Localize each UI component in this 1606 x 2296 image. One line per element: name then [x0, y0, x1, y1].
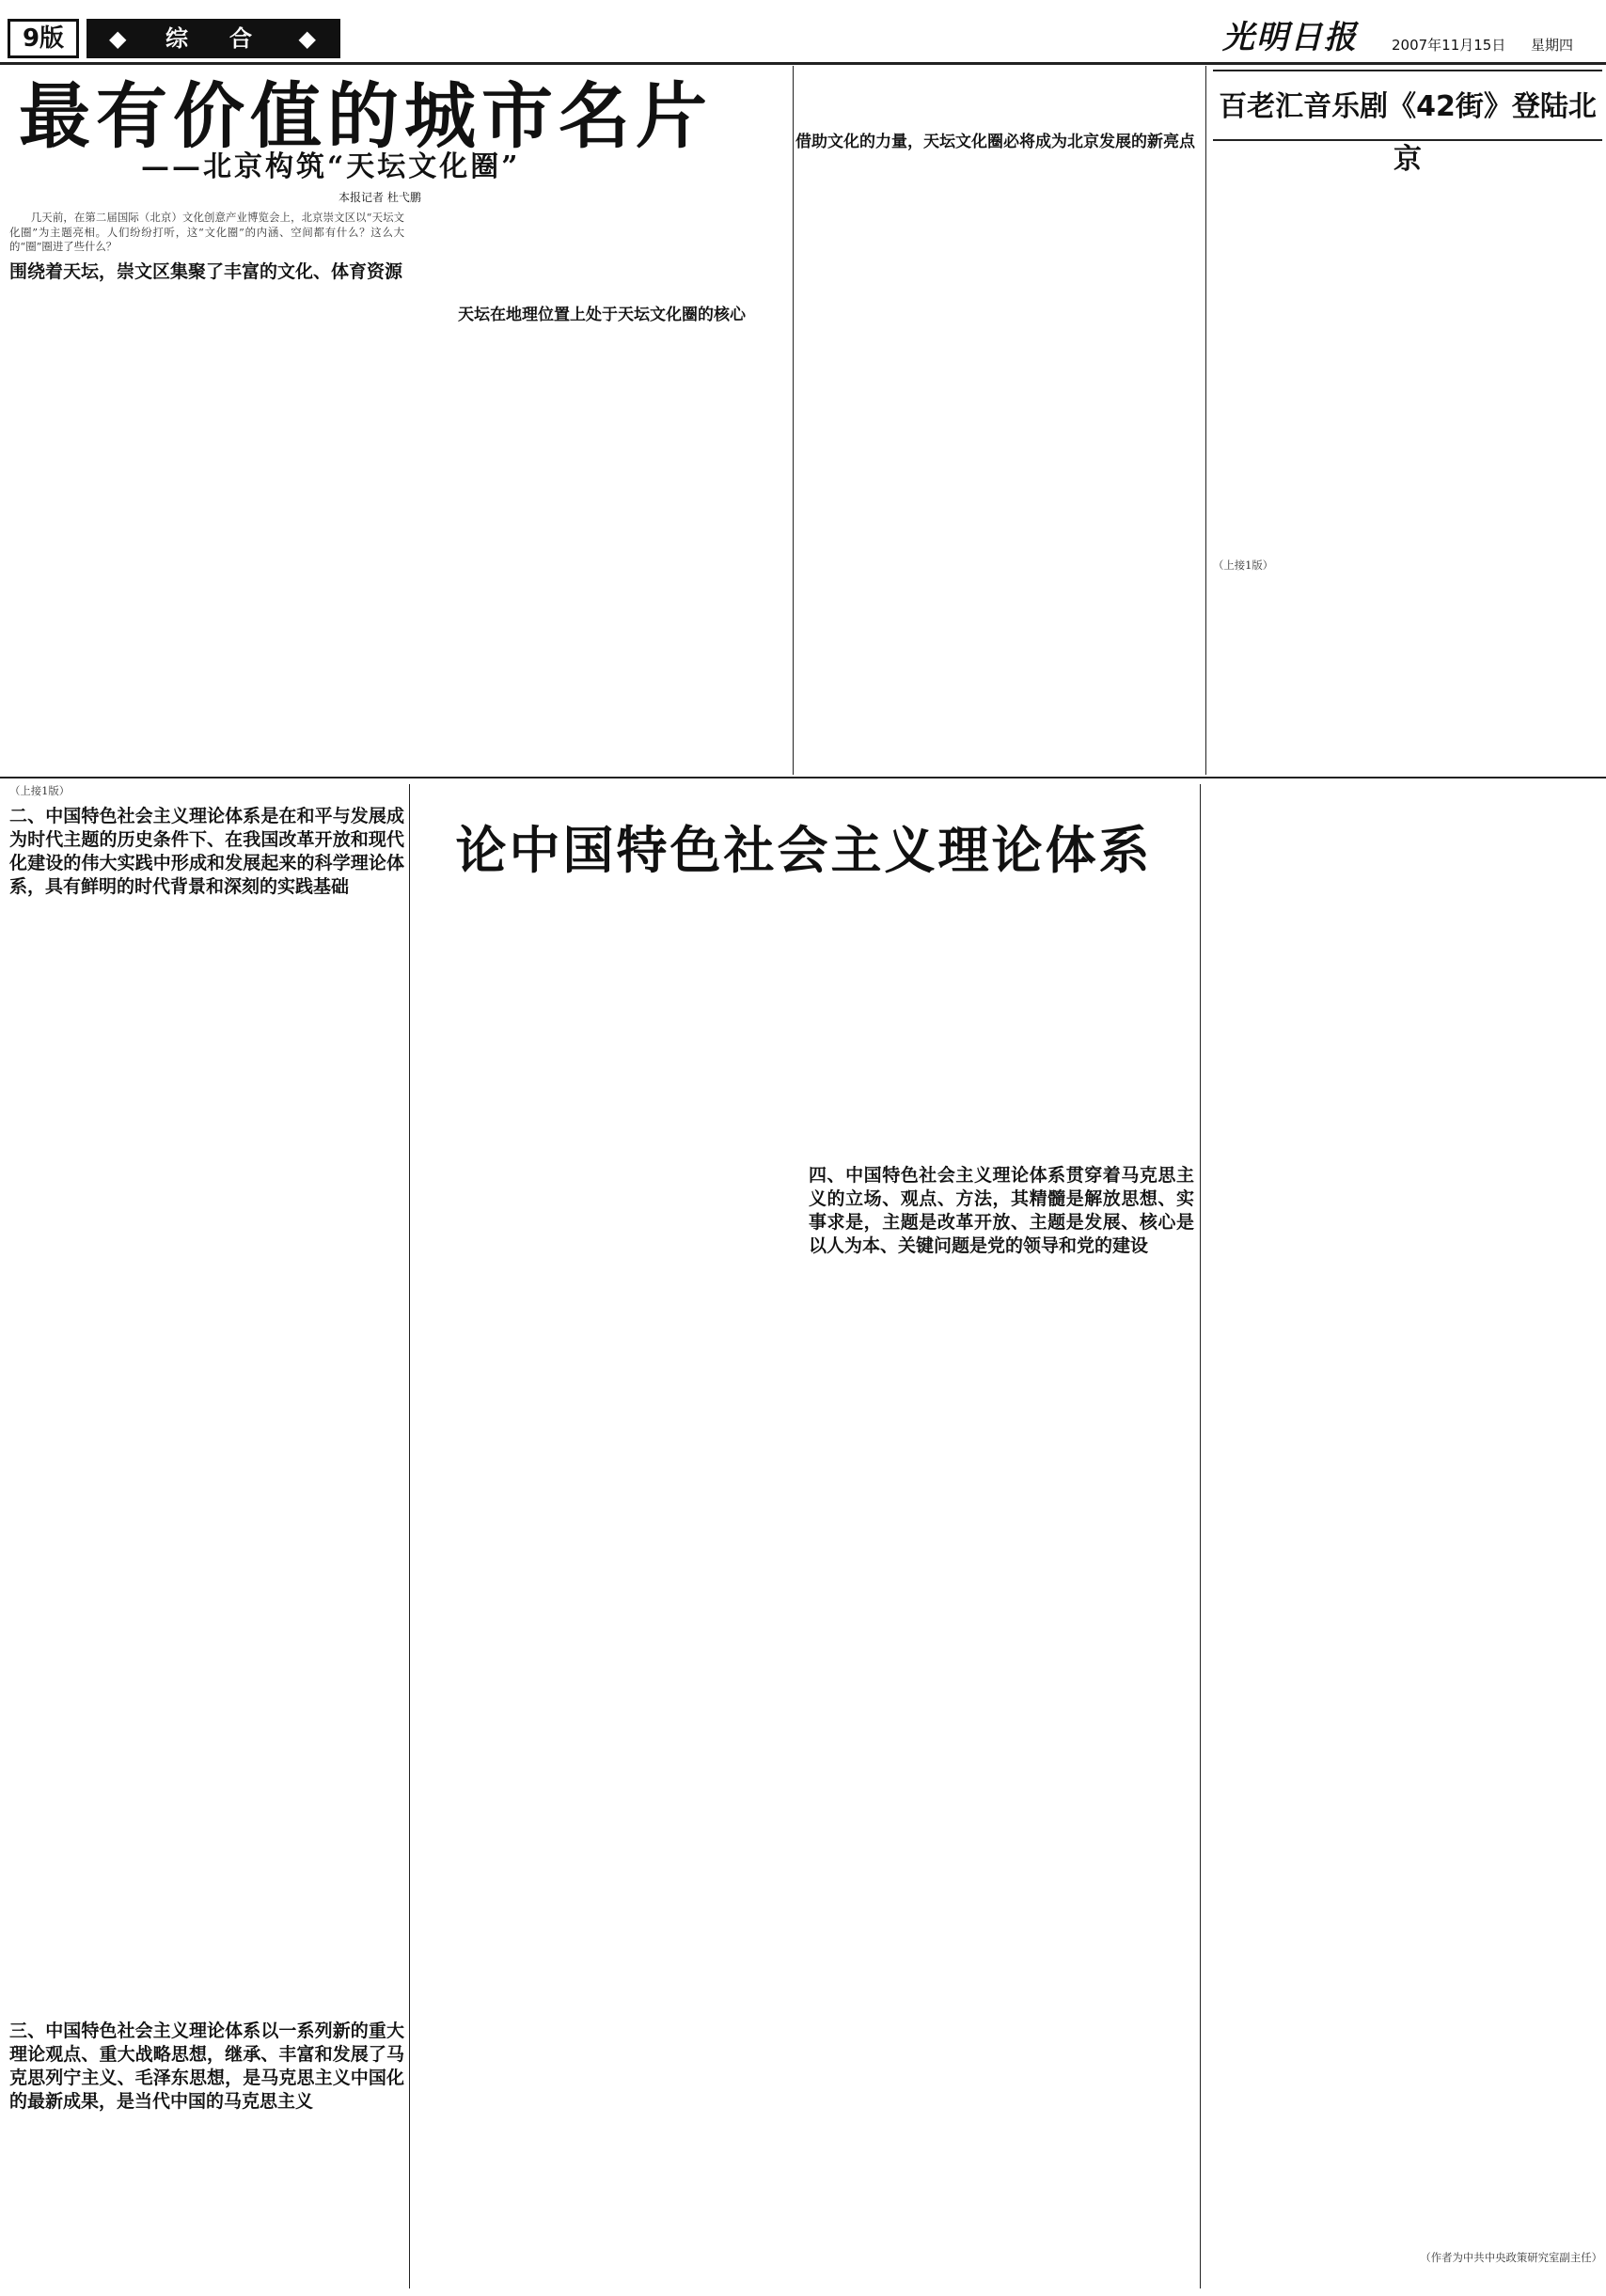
- issue-weekday: 星期四: [1531, 37, 1574, 54]
- lead-heading-1: 围绕着天坛，崇文区集聚了丰富的文化、体育资源: [9, 260, 403, 282]
- theory-column-1: [9, 784, 404, 2288]
- side-title: 百老汇音乐剧《42街》登陆北京: [1219, 90, 1597, 176]
- lead-title: 最有价值的城市名片: [19, 74, 713, 158]
- column-divider: [1200, 784, 1201, 2288]
- lead-subtitle: ——北京构筑“天坛文化圈”: [141, 150, 521, 183]
- column-divider: [793, 66, 794, 775]
- issue-date: 2007年11月15日: [1392, 37, 1506, 54]
- section-rule: [0, 777, 1606, 778]
- lead-heading-2: 天坛在地理位置上处于天坛文化圈的核心: [458, 306, 746, 324]
- theory-title: 论中国特色社会主义理论体系: [455, 821, 1153, 880]
- theory-column-3: [809, 904, 1194, 2288]
- side-body-top: [1213, 147, 1602, 560]
- column-divider: [1205, 66, 1206, 775]
- side-continued-label: （上接1版）: [1213, 558, 1274, 572]
- page-number: 9版: [8, 19, 79, 58]
- diamond-icon: ◆: [298, 25, 325, 52]
- diamond-icon: ◆: [109, 25, 136, 52]
- theory-continued-label: （上接1版）: [9, 784, 71, 797]
- theory-column-2: [414, 904, 799, 2288]
- lead-column-2: [414, 211, 790, 775]
- theory-heading-2: 二、中国特色社会主义理论体系是在和平与发展成为时代主题的历史条件下、在我国改革开放和现代化建设的伟大实践中形成和发展起来的科学理论体系，具有鲜明的时代背景和深刻的实践基础: [9, 805, 404, 897]
- lead-byline: 本报记者 杜弋鹏: [339, 191, 421, 204]
- side-body-bottom: [1213, 558, 1602, 775]
- paper-logo: 光明日报: [1222, 19, 1358, 56]
- column-divider: [409, 784, 410, 2288]
- lead-intro: 几天前，在第二届国际（北京）文化创意产业博览会上，北京崇文区以“天坛文化圈”为主题亮相。人们纷纷打听，这“文化圈”的内涵、空间都有什么？这么大的“圈”圈进了些什么？: [9, 211, 404, 254]
- section-label: ◆ 综 合 ◆: [87, 19, 340, 58]
- side-title-box: [1213, 70, 1602, 176]
- author-note: （作者为中共中央政策研究室副主任）: [1420, 2251, 1602, 2264]
- lead-column-1: [9, 211, 404, 775]
- theory-heading-3: 三、中国特色社会主义理论体系以一系列新的重大理论观点、重大战略思想，继承、丰富和发展了马克思列宁主义、毛泽东思想，是马克思主义中国化的最新成果，是当代中国的马克思主义: [9, 2020, 404, 2112]
- masthead-rule: [0, 62, 1606, 65]
- lead-heading-3: 借助文化的力量，天坛文化圈必将成为北京发展的新亮点: [795, 133, 1195, 151]
- masthead: [0, 0, 1606, 62]
- theory-column-4: [1204, 784, 1602, 2288]
- lead-column-3: [795, 66, 1200, 775]
- theory-heading-4: 四、中国特色社会主义理论体系贯穿着马克思主义的立场、观点、方法，其精髓是解放思想、实事求是，主题是改革开放、主题是发展、核心是以人为本、关键问题是党的领导和党的建设: [809, 1165, 1194, 1256]
